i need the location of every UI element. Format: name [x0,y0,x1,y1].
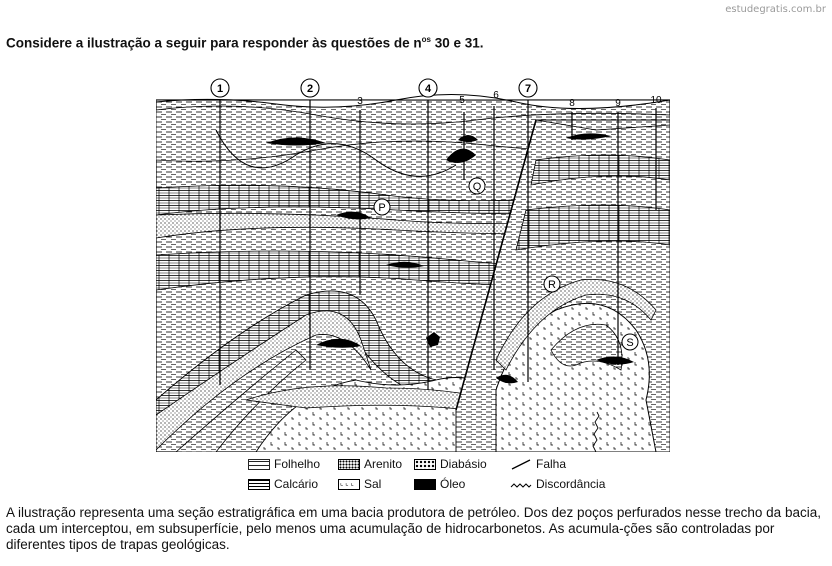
legend-discordancia [510,477,605,491]
well-label-5: 5 [459,95,465,106]
intro-superscript: os [421,35,431,44]
trap-label-s: S [626,337,634,349]
intro-text: Considere a ilustração a seguir para responder às questões de n [6,35,422,51]
legend-label-discordancia: Discordância [536,477,606,491]
figure-caption: A ilustração representa uma seção estratigráfica em uma bacia produtora de petróleo. Dos dez poços perfurados nesse trecho da bacia, cada um interceptou, em subsuperfície, pelo menos uma acumulação de hidrocarbonetos. As acumula-ções são controladas por diferentes tipos de trapas geológicas. [6,505,821,552]
stratigraphic-section [156,70,670,452]
oleo-swatch [414,479,436,490]
legend-label-sal: Sal [364,477,382,491]
well-label-8: 8 [569,98,575,109]
diabasio-swatch [414,459,436,470]
calcario-swatch [248,479,270,490]
legend-label-arenito: Arenito [364,457,403,471]
well-label-3: 3 [357,96,363,107]
legend-arenito [338,457,402,471]
legend-sal [338,477,381,491]
falha-line-icon [510,459,532,470]
folhelho-swatch [248,459,270,470]
trap-label-q: Q [472,181,482,193]
legend-label-calcario: Calcário [274,477,319,491]
legend-label-folhelho: Folhelho [274,457,321,471]
legend-calcario [248,477,318,491]
legend-label-oleo: Óleo [440,477,466,491]
trap-label-p: P [378,202,386,214]
well-label-6: 6 [493,90,499,101]
legend-folhelho [248,457,320,471]
well-label-4: 4 [424,83,432,95]
legend [248,455,628,493]
sal-swatch [338,479,360,490]
legend-falha [510,457,566,471]
question-intro [6,35,484,51]
trap-label-r: R [548,279,556,291]
legend-label-diabasio: Diabásio [440,457,487,471]
arenito-swatch [338,459,360,470]
legend-diabasio [414,457,487,471]
intro-tail: 30 e 31. [431,35,484,51]
legend-label-falha: Falha [536,457,567,471]
well-label-7: 7 [524,83,532,95]
discordancia-wavy-icon [510,479,532,490]
well-label-1: 1 [216,83,224,95]
watermark: estudegratis.com.br [725,4,826,15]
well-label-10: 10 [650,95,662,106]
legend-oleo [414,477,465,491]
well-label-2: 2 [306,83,314,95]
well-label-9: 9 [615,98,621,109]
